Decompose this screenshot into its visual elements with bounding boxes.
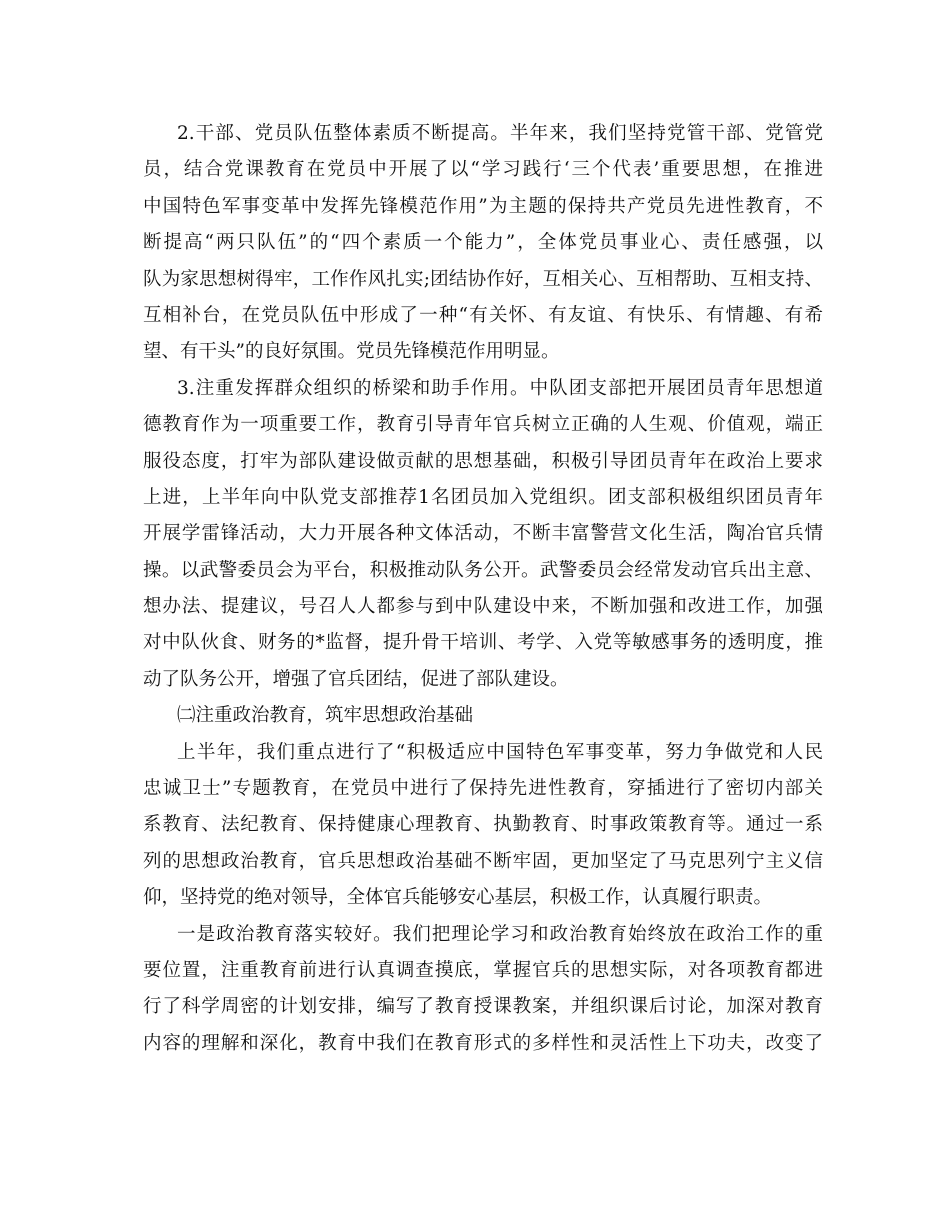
paragraph-line: 互相补台，在党员队伍中形成了一种“有关怀、有友谊、有快乐、有情趣、有希 — [143, 304, 823, 326]
paragraph-line: 2.干部、党员队伍整体素质不断提高。半年来，我们坚持党管干部、党管党 — [177, 123, 823, 144]
paragraph-line: 系教育、法纪教育、保持健康心理教育、执勤教育、时事政策教育等。通过一系 — [143, 814, 823, 836]
paragraph-line: 列的思想政治教育，官兵思想政治基础不断牢固，更加坚定了马克思列宁主义信 — [143, 850, 823, 872]
paragraph-line: 行了科学周密的计划安排，编写了教育授课教案，并组织课后讨论，加深对教育 — [143, 996, 823, 1018]
paragraph-line: 上半年，我们重点进行了“积极适应中国特色军事变革，努力争做党和人民 — [177, 741, 823, 763]
paragraph-line: 望、有干头”的良好氛围。党员先锋模范作用明显。 — [143, 341, 560, 363]
paragraph-line: 要位置，注重教育前进行认真调查摸底，掌握官兵的思想实际，对各项教育都进 — [143, 959, 823, 981]
section-heading: ㈡注重政治教育，筑牢思想政治基础 — [177, 705, 474, 727]
paragraph-line: 忠诚卫士”专题教育，在党员中进行了保持先进性教育，穿插进行了密切内部关 — [143, 778, 823, 800]
paragraph-line: 开展学雷锋活动，大力开展各种文体活动，不断丰富警营文化生活，陶冶官兵情 — [143, 523, 823, 545]
paragraph-line: 队为家思想树得牢，工作作风扎实;团结协作好，互相关心、互相帮助、互相支持、 — [143, 268, 823, 290]
paragraph-line: 对中队伙食、财务的*监督，提升骨干培训、考学、入党等敏感事务的透明度，推 — [143, 632, 823, 654]
paragraph-line: 3.注重发挥群众组织的桥梁和助手作用。中队团支部把开展团员青年思想道 — [177, 377, 823, 399]
paragraph-line: 中国特色军事变革中发挥先锋模范作用”为主题的保持共产党员先进性教育，不 — [143, 195, 823, 217]
paragraph-line: 断提高“两只队伍”的“四个素质一个能力”，全体党员事业心、责任感强，以 — [143, 232, 823, 254]
paragraph-line: 服役态度，打牢为部队建设做贡献的思想基础，积极引导团员青年在政治上要求 — [143, 450, 823, 472]
paragraph-line: 操。以武警委员会为平台，积极推动队务公开。武警委员会经常发动官兵出主意、 — [143, 559, 823, 581]
paragraph-line: 内容的理解和深化，教育中我们在教育形式的多样性和灵活性上下功夫，改变了 — [143, 1032, 823, 1054]
paragraph-line: 想办法、提建议，号召人人都参与到中队建设中来，不断加强和改进工作，加强 — [143, 596, 823, 618]
paragraph-line: 德教育作为一项重要工作，教育引导青年官兵树立正确的人生观、价值观，端正 — [143, 414, 823, 436]
paragraph-line: 仰，坚持党的绝对领导，全体官兵能够安心基层，积极工作，认真履行职责。 — [143, 887, 773, 909]
paragraph-line: 上进，上半年向中队党支部推荐1名团员加入党组织。团支部积极组织团员青年 — [143, 486, 823, 508]
paragraph-line: 员，结合党课教育在党员中开展了以“学习践行‘三个代表’重要思想，在推进 — [143, 159, 823, 181]
paragraph-line: 一是政治教育落实较好。我们把理论学习和政治教育始终放在政治工作的重 — [177, 923, 823, 945]
document-body — [143, 116, 823, 1062]
paragraph-line: 动了队务公开，增强了官兵团结，促进了部队建设。 — [143, 668, 569, 690]
